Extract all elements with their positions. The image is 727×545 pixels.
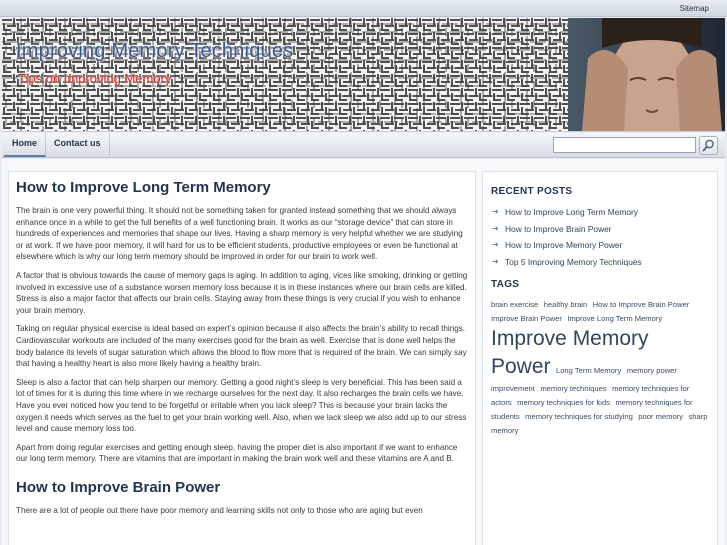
- tag-link[interactable]: memory techniques for actors: [491, 383, 690, 407]
- tag-link[interactable]: memory techniques for students: [491, 397, 693, 421]
- tag-link[interactable]: brain exercise: [491, 299, 539, 309]
- sidebar: [482, 171, 718, 545]
- site-header: [2, 18, 725, 132]
- paragraph: There are a lot of people out there have poor memory and learning skills not only to those who are aging but even: [16, 505, 423, 515]
- paragraph: The brain is one very powerful thing. It should not be something taken for granted instead something that we should always enhance once in a while to get the full benefits of a well functioning brain. It works as our “storage device” that can store in hundreds of experiences and memories that shape our lives. Having a sharp memory is very helpful whether we are studying or at work. If we have poor memory, it will hard for us to be efficient students, productive employees or even be functional at elsewhere which is why our long term memory should be improved in order for our brain to work well.: [16, 206, 463, 262]
- paragraph: Sleep is also a factor that can help sharpen our memory. Getting a good night’s sleep is very beneficial. This has been said a lot of times for it is during this time where in we recharge ourselves for the next day. It also recharges the brain cells we have. Have you ever noticed how you tend to be forgetful or irritable when you lack sleep? This is because your brain lacks the oxygen it needs which serves as the fuel to get your brain working well. Also, when we lack sleep we also add up to our stress level and cause memory loss too.: [16, 377, 467, 434]
- page-body: [2, 159, 725, 545]
- tag-link[interactable]: poor memory: [638, 411, 683, 421]
- recent-posts-list: [491, 207, 711, 267]
- nav-contact-us[interactable]: Contact us: [46, 133, 110, 157]
- list-item[interactable]: [491, 207, 711, 217]
- site-tagline: Tips on Improving Memory: [18, 71, 172, 86]
- paragraph: A factor that is obvious towards the cause of memory gaps is aging. In addition to aging, vices like smoking, drinking or getting involved in excessive use of a substance worsen memory loss because it is in these instances where our brain cells are killed. Stress is also a major factor that affects our brain cells. Staying away from these things is very crucial if you wish to enhance your brain memory.: [16, 270, 468, 315]
- tag-link[interactable]: Improve Brain Power: [491, 313, 562, 323]
- tag-link[interactable]: memory techniques for kids: [517, 397, 610, 407]
- top-bar: [0, 0, 727, 17]
- post-title-1[interactable]: How to Improve Long Term Memory: [16, 179, 271, 196]
- tag-link[interactable]: Long Term Memory: [555, 365, 622, 375]
- arrow-right-icon: ➜: [492, 223, 499, 233]
- tag-link[interactable]: memory power: [626, 365, 677, 375]
- post-body-1: [16, 205, 469, 465]
- search-input[interactable]: [553, 137, 696, 153]
- site-title[interactable]: Improving Memory Techniques: [16, 40, 294, 62]
- tag-link[interactable]: memory techniques: [540, 383, 607, 393]
- main-content: [8, 171, 476, 545]
- search-button[interactable]: [699, 136, 718, 155]
- list-item[interactable]: [491, 257, 711, 267]
- post-title-2[interactable]: How to Improve Brain Power: [16, 478, 221, 496]
- tag-link[interactable]: Improve Memory Power: [491, 326, 649, 378]
- list-item[interactable]: [491, 240, 711, 250]
- tag-link[interactable]: How to Improve Brain Power: [592, 299, 690, 309]
- paragraph: Apart from doing regular exercises and getting enough sleep, having the proper diet is also important if we want to enhance our long term memory. There are vitamins that are important in making the brain work well and these vitamins are A and B.: [16, 442, 458, 464]
- arrow-right-icon: ➜: [492, 240, 499, 249]
- recent-posts-heading: RECENT POSTS: [491, 186, 573, 197]
- arrow-right-icon: ➜: [492, 207, 499, 216]
- recent-post-link[interactable]: Top 5 Improving Memory Techniques: [505, 256, 642, 267]
- nav-home[interactable]: Home: [4, 133, 46, 157]
- tags-heading: TAGS: [491, 278, 520, 290]
- tag-link[interactable]: sharp memory: [491, 411, 708, 435]
- tag-link[interactable]: healthy brain: [543, 299, 588, 309]
- tag-link[interactable]: Improve Long Term Memory: [567, 313, 663, 323]
- stressed-man-photo: [568, 18, 725, 132]
- post-body-2: [16, 505, 469, 517]
- main-nav: [2, 133, 725, 158]
- list-item[interactable]: [491, 224, 711, 234]
- recent-post-link[interactable]: How to Improve Long Term Memory: [505, 207, 638, 217]
- tag-link[interactable]: memory techniques for studying: [525, 411, 633, 421]
- recent-post-link[interactable]: How to Improve Memory Power: [505, 240, 623, 250]
- tag-cloud: [491, 297, 711, 437]
- sitemap-link[interactable]: Sitemap: [679, 4, 709, 13]
- paragraph: Taking on regular physical exercise is ideal based on expert’s opinion because it also affects the brain’s ability to recall things. Cardiovascular workouts are included of the many exercises good for the brain as well. Exercise that is done well helps the body balance its levels of sugar saturation which allows the blood to flow more that is required of the brain. We can simply say that having a healthy heart is also more likely having a healthy brain.: [16, 324, 467, 369]
- tag-link[interactable]: improvement: [491, 383, 535, 393]
- search-icon: [702, 139, 715, 152]
- arrow-right-icon: ➜: [492, 256, 499, 266]
- recent-post-link[interactable]: How to Improve Brain Power: [505, 223, 612, 234]
